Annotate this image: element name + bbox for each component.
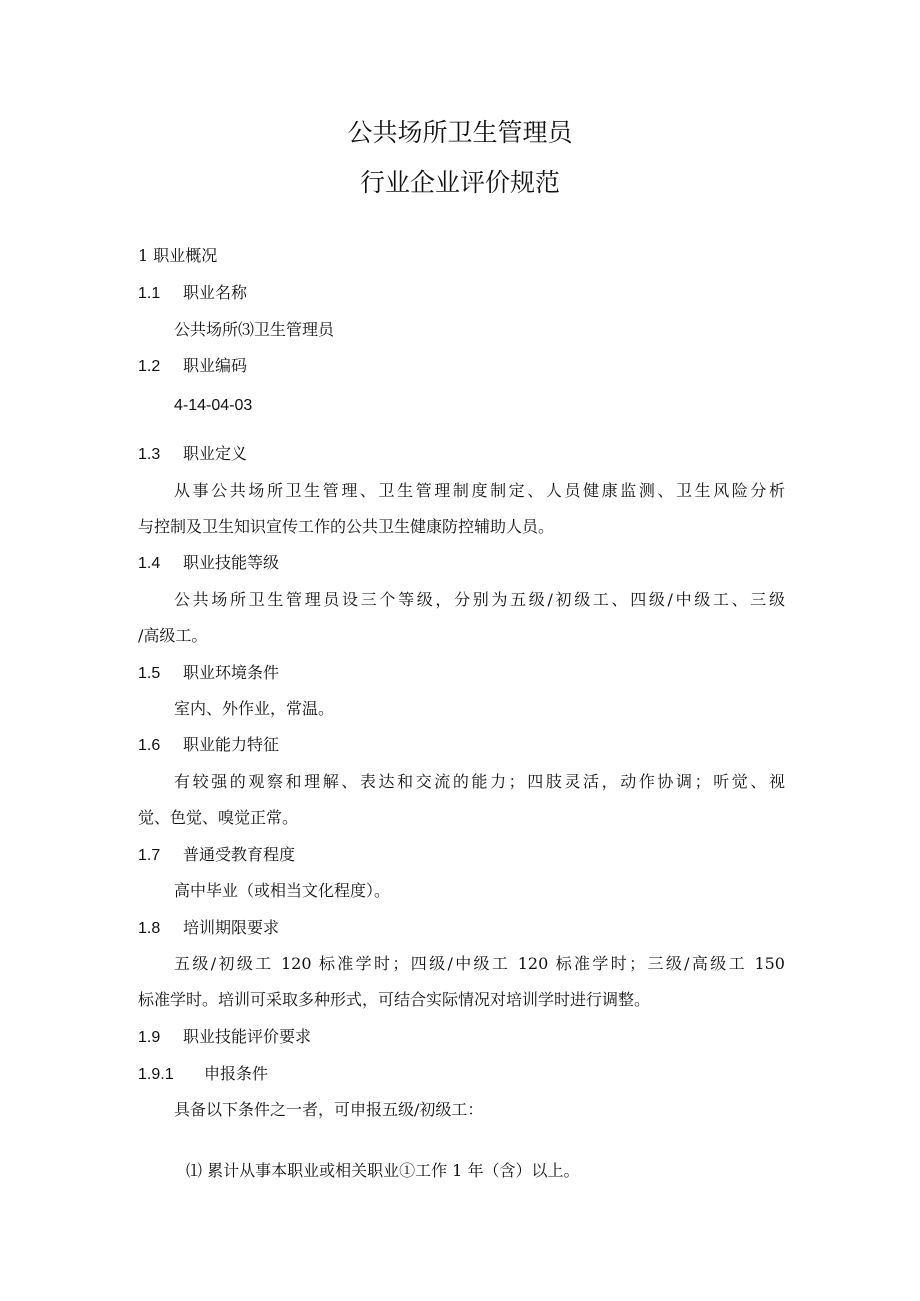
paragraph-line: 觉、色觉、嗅觉正常。 <box>138 808 299 827</box>
document-title-line1: 公共场所卫生管理员 <box>347 118 573 147</box>
paragraph-line: 与控制及卫生知识宣传工作的公共卫生健康防控辅助人员。 <box>138 517 555 536</box>
subsection-1-5 <box>138 661 279 686</box>
subsection-1-8 <box>138 916 279 941</box>
subsection-number: 1.9.1 <box>138 1066 174 1083</box>
document-title-line2: 行业企业评价规范 <box>359 168 560 197</box>
subsection-label: 职业编码 <box>183 356 248 375</box>
subsection-number: 1.1 <box>138 285 161 302</box>
subsection-number: 1.9 <box>138 1029 161 1046</box>
subsection-number: 1.6 <box>138 737 161 754</box>
subsection-number: 1.8 <box>138 920 161 937</box>
subsection-label: 职业技能评价要求 <box>183 1027 312 1046</box>
subsection-1-2 <box>138 354 247 379</box>
subsection-number: 1.5 <box>138 665 161 682</box>
subsection-1-1 <box>138 281 247 306</box>
subsection-number: 1.4 <box>138 555 161 572</box>
subsection-number: 1.2 <box>138 358 161 375</box>
section-heading: 1 职业概况 <box>138 246 218 265</box>
subsection-label: 职业环境条件 <box>183 663 280 682</box>
subsection-label: 职业技能等级 <box>183 553 280 572</box>
subsection-1-6 <box>138 733 279 758</box>
subsection-label: 培训期限要求 <box>183 918 280 937</box>
subsection-label: 申报条件 <box>204 1064 269 1083</box>
list-item: ⑴ 累计从事本职业或相关职业①工作 1 年（含）以上。 <box>186 1161 580 1180</box>
subsection-label: 普通受教育程度 <box>183 845 296 864</box>
paragraph-line: 五级/初级工 120 标准学时；四级/中级工 120 标准学时；三级/高级工 150 <box>174 954 785 973</box>
subsection-1-4 <box>138 551 279 576</box>
subsection-number: 1.3 <box>138 446 161 463</box>
subsection-label: 职业名称 <box>183 283 248 302</box>
paragraph-line: /高级工。 <box>138 626 208 645</box>
subsection-label: 职业定义 <box>183 444 248 463</box>
paragraph-line: 有较强的观察和理解、表达和交流的能力；四肢灵活，动作协调；听觉、视 <box>174 772 785 791</box>
subsection-1-7 <box>138 843 295 868</box>
subsection-1-9-1 <box>138 1062 268 1087</box>
subsection-1-3 <box>138 442 247 467</box>
subsection-1-9 <box>138 1025 311 1050</box>
paragraph-line: 公共场所卫生管理员设三个等级，分别为五级/初级工、四级/中级工、三级 <box>174 590 785 609</box>
paragraph-line: 标准学时。培训可采取多种形式，可结合实际情况对培训学时进行调整。 <box>138 990 651 1009</box>
paragraph: 具备以下条件之一者，可申报五级/初级工： <box>174 1100 484 1119</box>
paragraph: 高中毕业（或相当文化程度）。 <box>174 881 391 900</box>
subsection-number: 1.7 <box>138 847 161 864</box>
paragraph-line: 从事公共场所卫生管理、卫生管理制度制定、人员健康监测、卫生风险分析 <box>174 481 785 500</box>
paragraph: 室内、外作业，常温。 <box>174 699 335 718</box>
paragraph: 公共场所⑶卫生管理员 <box>174 320 335 339</box>
subsection-label: 职业能力特征 <box>183 735 280 754</box>
occupation-code: 4-14-04-03 <box>174 397 253 414</box>
